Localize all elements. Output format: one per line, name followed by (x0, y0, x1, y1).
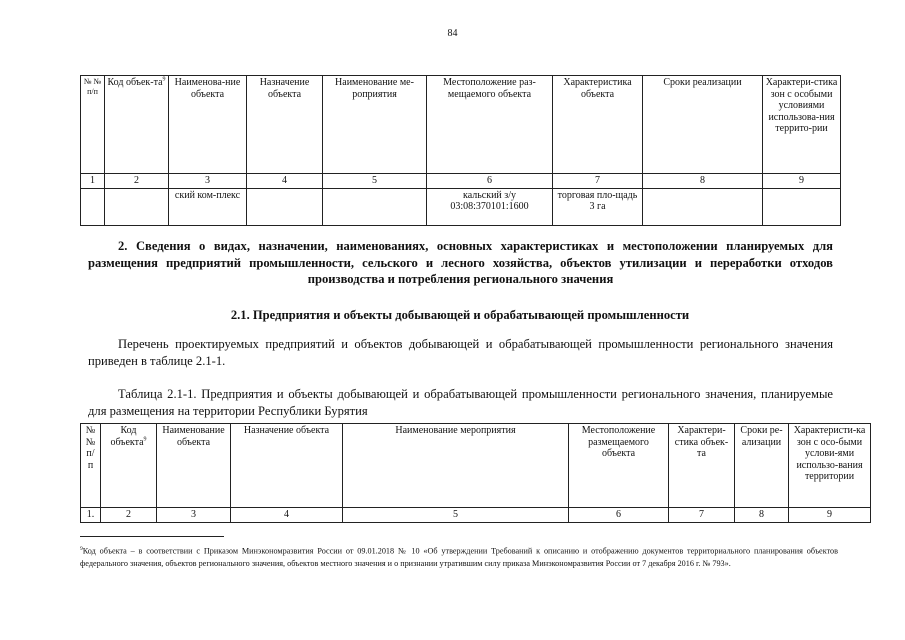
footnote-text: Код объекта – в соответствии с Приказом Минэкономразвития России от 09.01.2018 № 10 «Об утверждении Требований к описанию и отображению документов территориального планирования объектов федерального значения, объектов регионального значения, объектов местного значения и о признании утратившим силу приказа Минэкономразвития России от 7 декабря 2016 г. № 793». (80, 546, 838, 568)
footnote (80, 543, 838, 570)
table-cell: торговая пло-щадь 3 га (553, 188, 643, 225)
header-cell-5: Наименование мероприятия (343, 424, 569, 508)
column-number-row (81, 508, 871, 523)
table-cell (643, 188, 763, 225)
table-header-row (81, 76, 841, 174)
header-cell-8: Сроки ре-ализации (735, 424, 789, 508)
table-row (81, 188, 841, 225)
header-cell-2: Код объек-$та^9$ (105, 76, 169, 174)
table-header-row (81, 424, 871, 508)
column-number: 9 (763, 174, 841, 189)
header-cell-1: № № п/п (81, 76, 105, 174)
table-cell (323, 188, 427, 225)
column-number: 8 (735, 508, 789, 523)
column-number: 4 (247, 174, 323, 189)
column-number: 1 (81, 174, 105, 189)
industry-objects-table (80, 423, 871, 523)
header-cell-5: Наименование ме-роприятия (323, 76, 427, 174)
table-cell: кальский з/у 03:08:370101:1600 (427, 188, 553, 225)
header-cell-3: Наименова-ние объекта (169, 76, 247, 174)
column-number: 5 (343, 508, 569, 523)
column-number: 5 (323, 174, 427, 189)
column-number: 7 (669, 508, 735, 523)
header-cell-4: Назначение объекта (231, 424, 343, 508)
column-number: 8 (643, 174, 763, 189)
column-number: 1. (81, 508, 101, 523)
header-cell-2: Код объекта$^9$ (101, 424, 157, 508)
column-number: 4 (231, 508, 343, 523)
header-cell-6: Местоположение раз-мещаемого объекта (427, 76, 553, 174)
header-cell-9: Характеристи-ка зон с осо-быми услови-ями использо-вания территории (789, 424, 871, 508)
table-cell (81, 188, 105, 225)
header-cell-9: Характери-стика зон с особыми условиями использова-ния террито-рии (763, 76, 841, 174)
column-number: 6 (569, 508, 669, 523)
column-number: 7 (553, 174, 643, 189)
table-cell (247, 188, 323, 225)
header-cell-3: Наименование объекта (157, 424, 231, 508)
subsection-heading: 2.1. Предприятия и объекты добывающей и обрабатывающей промышленности (230, 308, 690, 322)
column-number: 3 (157, 508, 231, 523)
table-cell (763, 188, 841, 225)
header-cell-7: Характеристика объекта (553, 76, 643, 174)
header-cell-8: Сроки реализации (643, 76, 763, 174)
column-number: 2 (105, 174, 169, 189)
column-number: 3 (169, 174, 247, 189)
section-heading: 2. Сведения о видах, назначении, наименованиях, основных характеристиках и местоположении планируемых для размещения предприятий промышленности, сельского и лесного хозяйства, объектов утилизации и переработки отходов производства и потребления регионального значения (88, 239, 833, 286)
header-cell-7: Характери-стика объек-та (669, 424, 735, 508)
header-cell-1: № № п/ п (81, 424, 101, 508)
body-paragraph: Перечень проектируемых предприятий и объектов добывающей и обрабатывающей промышленности регионального значения приведен в таблице 2.1-1. (88, 337, 833, 368)
footnote-mark: 9 (80, 546, 83, 552)
header-cell-6: Местоположение размещаемого объекта (569, 424, 669, 508)
table-cell (105, 188, 169, 225)
table-caption: Таблица 2.1-1. Предприятия и объекты добывающей и обрабатывающей промышленности регионального значения, планируемые для размещения на территории Республики Бурятия (88, 387, 833, 418)
object-table-continued (80, 75, 841, 226)
column-number-row (81, 174, 841, 189)
header-cell-4: Назначение объекта (247, 76, 323, 174)
column-number: 6 (427, 174, 553, 189)
table-cell: ский ком-плекс (169, 188, 247, 225)
column-number: 2 (101, 508, 157, 523)
page-number: 84 (447, 28, 458, 39)
footnote-divider (80, 536, 224, 537)
column-number: 9 (789, 508, 871, 523)
